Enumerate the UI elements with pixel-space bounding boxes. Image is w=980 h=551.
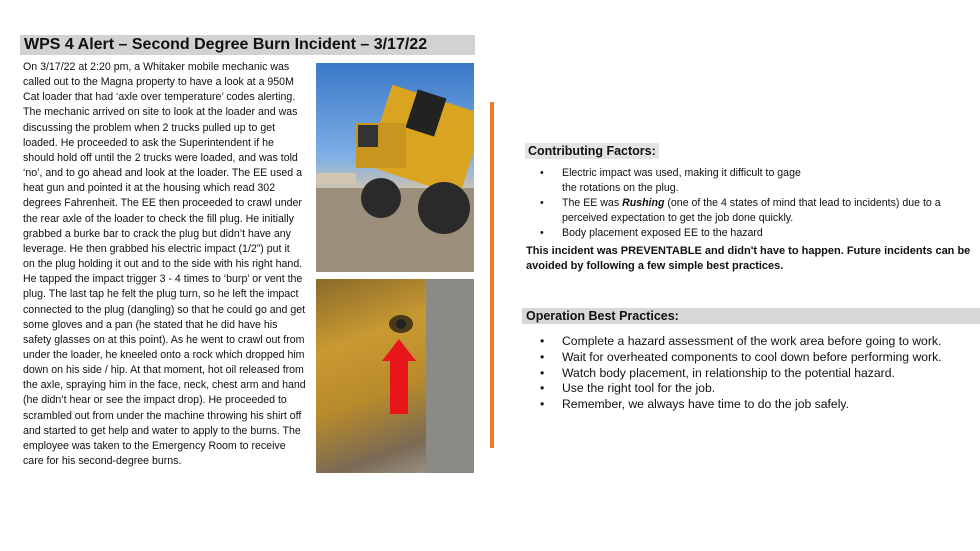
incident-story	[23, 60, 318, 469]
story-line: care for his second-degree burns.	[23, 455, 182, 468]
story-line: heat gun and pointed it at the housing which read 302	[23, 182, 276, 195]
story-line: on the plug holding it out and to the side with his right hand.	[23, 258, 303, 271]
preventable-statement: This incident was PREVENTABLE and didn't have to happen. Future incidents can be avoided by following a few simple best practices.	[526, 245, 971, 272]
factor-text: (one of the 4 states of mind that lead to incidents) due to a perceived expectation to get the job done quickly.	[562, 197, 941, 224]
loader-illustration	[316, 63, 474, 272]
rushing-emphasis: Rushing	[622, 197, 665, 209]
story-line: and started to get help and water to apply to the burns. The	[23, 424, 301, 437]
list-item: • Watch body placement, in relationship to the potential hazard.	[537, 366, 977, 382]
divider-line	[490, 102, 494, 448]
list-item: • Complete a hazard assessment of the work area before going to work.	[537, 334, 977, 350]
list-item: • Remember, we always have time to do the job safely.	[537, 397, 977, 413]
story-line: the rear axle of the loader to check the fill plug. He initially	[23, 212, 294, 225]
contributing-factors-heading: Contributing Factors:	[525, 143, 659, 159]
list-item	[537, 166, 977, 196]
list-item	[537, 196, 977, 226]
story-line: plug. The last tap he felt the plug turn, so he left the impact	[23, 288, 299, 301]
best-practices-bar	[522, 308, 980, 324]
story-line: discussing the problem when 2 trucks pulled up to get	[23, 121, 276, 134]
loader-photo	[316, 63, 474, 272]
title-bar	[20, 35, 475, 55]
story-line: down on his side / hip. At that moment, hot oil released from	[23, 364, 304, 377]
list-item: • Use the right tool for the job.	[537, 381, 977, 397]
story-line: On 3/17/22 at 2:20 pm, a Whitaker mobile mechanic was	[23, 61, 290, 73]
factor-text: the rotations on the plug.	[562, 182, 679, 194]
factor-text: The EE was	[562, 197, 623, 209]
story-line: leverage. He then grabbed his electric impact (1/2”) put it	[23, 242, 290, 255]
best-practices-heading: Operation Best Practices:	[526, 309, 679, 323]
story-line: should hold off until the 2 trucks were loaded, and was told	[23, 151, 298, 164]
axle-illustration	[316, 279, 474, 473]
factor-text: Electric impact was used, making it difficult to gage	[562, 167, 801, 179]
list-item: • Body placement exposed EE to the hazard	[537, 226, 977, 241]
story-line: called out to the Magna property to have a look at a 950M	[23, 76, 294, 89]
red-arrow-icon	[382, 339, 416, 414]
story-line: safety glasses on at this point). As he went to crawl out from	[23, 333, 305, 346]
story-line: (he didn’t hear or see the impact drop). He proceeded to	[23, 394, 287, 407]
story-line: scrambled out from under the machine throwing his shirt off	[23, 409, 302, 422]
story-line: The mechanic arrived on site to look at the loader and was	[23, 106, 298, 119]
story-line: He tapped the impact trigger 3 - 4 times to ‘burp’ or vent the	[23, 273, 303, 286]
axle-plug-photo	[316, 279, 474, 473]
list-item: • Wait for overheated components to cool down before performing work.	[537, 350, 977, 366]
story-line: connected to the plug (dangling) so that he could go and get	[23, 303, 306, 316]
best-practices-list	[537, 334, 977, 413]
story-line: grabbed a burke bar to crack the plug but didn’t have any	[23, 227, 291, 240]
story-line: ‘no’, and to go ahead and look at the loader. The EE used a	[23, 167, 302, 180]
story-line: Cat loader that had ‘axle over temperature’ codes alerting.	[23, 91, 296, 104]
page-title: WPS 4 Alert – Second Degree Burn Incident – 3/17/22	[24, 36, 428, 53]
story-line: employee was taken to the Emergency Room to receive	[23, 439, 286, 452]
story-line: degrees Fahrenheit. The EE then proceeded to crawl under	[23, 197, 302, 210]
story-line: loaded. He proceeded to ask the Superintendent if he	[23, 136, 274, 149]
story-line: some gloves and a pan (he stated that he did have his	[23, 318, 278, 331]
story-line: the axle, spraying him in the face, neck, chest arm and hand	[23, 379, 306, 392]
contributing-factors-list	[537, 166, 977, 241]
story-line: under the loader, he kneeled onto a rock which dropped him	[23, 348, 305, 361]
